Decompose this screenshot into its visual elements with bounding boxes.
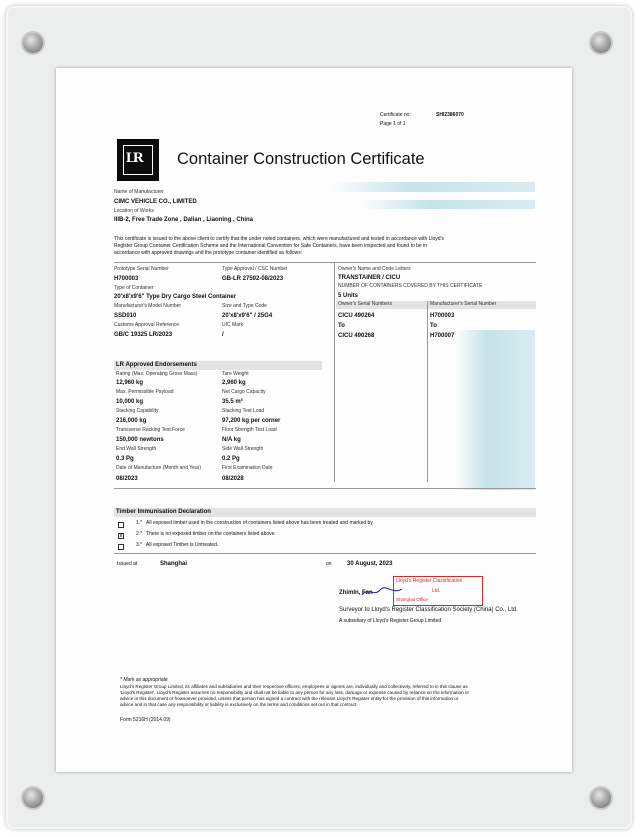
approval-label: Type Approval / CSC Number — [222, 266, 288, 272]
subsidiary-line: A subsidiary of Lloyd's Register Group Limited — [339, 618, 442, 624]
divider — [114, 553, 536, 554]
owner-serial-to: CICU 490268 — [338, 333, 375, 339]
owner-value: TRANSTAINER / CICU — [338, 275, 401, 281]
endorsement-label-right: Stacking Test Load — [222, 408, 265, 414]
size-value: 20'x8'x9'6" / 25G4 — [222, 313, 273, 319]
timber-item-text: All exposed Timber is Untreated. — [146, 542, 219, 548]
form-number: Form 5216H (2014.09) — [120, 717, 171, 723]
certificate-no-label: Certificate no: — [380, 112, 411, 118]
endorsement-label-right: Net Cargo Capacity — [222, 389, 266, 395]
lr-logo-letters: LR — [126, 150, 141, 166]
endorsement-label-left: End Wall Strength — [116, 446, 157, 452]
owner-serial-from: CICU 490264 — [338, 313, 375, 319]
timber-item-text: All exposed timber used in the construction of containers listed above has been treated and marked by — [146, 520, 373, 526]
uic-value: / — [222, 332, 224, 338]
endorsement-value-left: 12,960 kg — [116, 380, 144, 386]
endorsement-label-right: Floor Strength Test Load — [222, 427, 277, 433]
endorsement-value-right: 08/2028 — [222, 476, 244, 482]
endorsement-label-left: Max. Permissible Payload — [116, 389, 174, 395]
endorsement-value-right: 97,200 kg per corner — [222, 418, 281, 424]
stamp-line-1: Lloyd's Register Classification — [396, 578, 463, 584]
disclaimer-line-2: 'Lloyd's Register'. Lloyd's Register assumes no responsibility and shall not be liable to any person for any loss, damage or expense caused by reliance on the information or — [120, 690, 469, 695]
endorsement-value-left: 10,000 kg — [116, 399, 144, 405]
statement-line-2: Register Group Container Certification Scheme and the International Convention for Safe Containers, have been inspected and found to be in — [114, 243, 427, 249]
size-label: Size and Type Code — [222, 303, 267, 309]
mfr-serial-from: H700003 — [430, 313, 455, 319]
issued-at-label: Issued at — [117, 561, 138, 567]
prototype-label: Prototype Serial Number — [114, 266, 169, 272]
lr-logo — [117, 139, 159, 181]
endorsement-label-right: Side Wall Strength — [222, 446, 264, 452]
manufacturer-name: CIMC VEHICLE CO., LIMITED — [114, 199, 197, 205]
scan-tint — [455, 330, 535, 490]
endorsement-value-right: 35.5 m³ — [222, 399, 243, 405]
owner-label: Owner's Name and Code Letters — [338, 266, 411, 272]
column-divider — [334, 262, 335, 482]
timber-item-number: 2.* — [136, 531, 143, 537]
prototype-value: H700003 — [114, 276, 139, 282]
disclaimer-line-1: Lloyd's Register Group Limited, its affiliates and subsidiaries and their respective officers, employees or agents are, individually and collectively, referred to in this clause as — [120, 684, 468, 689]
customs-label: Customs Approval Reference — [114, 322, 180, 328]
customs-value: GB/C 19325 LR/2023 — [114, 332, 173, 338]
endorsement-value-right: 2,960 kg — [222, 380, 246, 386]
endorsement-value-left: 08/2023 — [116, 476, 138, 482]
endorsement-value-left: 216,000 kg — [116, 418, 147, 424]
model-value: SSD010 — [114, 313, 137, 319]
owner-serial-header: Owner's Serial Numbers — [338, 301, 393, 307]
timber-checkbox-2[interactable]: x — [119, 533, 123, 539]
divider — [114, 262, 536, 263]
endorsement-label-right: First Examination Date — [222, 465, 273, 471]
timber-checkbox-3[interactable] — [118, 544, 124, 550]
stamp-line-2: Ltd. — [432, 588, 441, 594]
endorsement-label-right: Tare Weight — [222, 371, 249, 377]
mounting-screw-bottom-left — [23, 788, 43, 808]
signature — [360, 586, 404, 598]
endorsement-label-left: Stacking Capability — [116, 408, 159, 414]
surveyor-line: Surveyor to Lloyd's Register Classification Society (China) Co., Ltd. — [339, 607, 518, 613]
container-count-label: NUMBER OF CONTAINERS COVERED BY THIS CERTIFICATE — [338, 283, 483, 289]
location-label: Location of Works — [114, 208, 154, 214]
page-indicator: Page 1 of 1 — [380, 121, 406, 127]
lr-logo-mark — [123, 145, 153, 175]
container-count-value: 5 Units — [338, 293, 359, 299]
mounting-screw-top-left — [23, 33, 43, 53]
approval-value: GB-LR 27592-08/2023 — [222, 276, 284, 282]
stamp-line-3: Shanghai Office — [396, 597, 428, 602]
disclaimer-line-3: advice in this document or howsoever provided, unless that person has signed a contract with the relevant Lloyd's Register entity for the provision of this information or — [120, 696, 459, 701]
divider — [114, 488, 536, 489]
mark-note: * Mark as appropriate — [120, 677, 168, 683]
signatory-name: ZhimIn, Fan — [339, 590, 373, 596]
mfr-serial-to: H700007 — [430, 333, 455, 339]
endorsement-value-left: 150,000 newtons — [116, 437, 164, 443]
issued-place: Shanghai — [160, 561, 188, 567]
uic-label: UIC Mark — [222, 322, 244, 328]
serial-divider — [427, 301, 428, 482]
owner-serial-to-word: To — [338, 323, 345, 329]
endorsement-value-left: 0.3 Pg — [116, 456, 134, 462]
timber-checkbox-1[interactable] — [118, 522, 124, 528]
mfr-serial-header: Manufacturer's Serial Number — [430, 301, 497, 307]
endorsement-label-left: Rating (Max. Operating Gross Mass) — [116, 371, 198, 377]
model-label: Manufacturer's Model Number — [114, 303, 182, 309]
endorsements-heading: LR Approved Endorsements — [116, 362, 197, 368]
issued-date: 30 August, 2023 — [347, 561, 393, 567]
timber-item-number: 1.* — [136, 520, 143, 526]
container-type-value: 20'x8'x9'6" Type Dry Cargo Steel Container — [114, 294, 237, 300]
timber-heading: Timber Immunisation Declaration — [116, 509, 211, 515]
lr-office-stamp — [393, 576, 483, 606]
issued-on-label: on — [326, 561, 332, 567]
mounting-screw-top-right — [591, 33, 611, 53]
container-type-label: Type of Container — [114, 285, 154, 291]
disclaimer-line-4: advice and in that case any responsibility or liability is exclusively on the terms and conditions set out in that contract. — [120, 702, 358, 707]
page-title: Container Construction Certificate — [177, 150, 425, 168]
mounting-screw-bottom-right — [591, 788, 611, 808]
endorsement-label-left: Date of Manufacture (Month and Year) — [116, 465, 202, 471]
manufacturer-label: Name of Manufacturer — [114, 189, 164, 195]
timber-item-number: 3.* — [136, 542, 143, 548]
endorsement-value-right: N/A kg — [222, 437, 241, 443]
endorsement-label-left: Transverse Racking Test Force — [116, 427, 185, 433]
statement-line-3: accordance with approved drawings and the prototype container identified as follows: — [114, 250, 303, 256]
timber-item-text: There is no exposed timber on the containers listed above. — [146, 531, 276, 537]
endorsement-value-right: 0.2 Pg — [222, 456, 240, 462]
scan-tint — [330, 182, 535, 192]
certificate-no-value: SHI2386070 — [436, 112, 464, 118]
statement-line-1: This certificate is issued to the above client to certify that the under noted containers, which were manufactured and tested in accordance with Lloyd's — [114, 236, 445, 242]
scan-tint — [360, 200, 535, 209]
location-value: IIIB-2, Free Trade Zone , Dalian , Liaoning , China — [114, 217, 254, 223]
mfr-serial-to-word: To — [430, 323, 437, 329]
